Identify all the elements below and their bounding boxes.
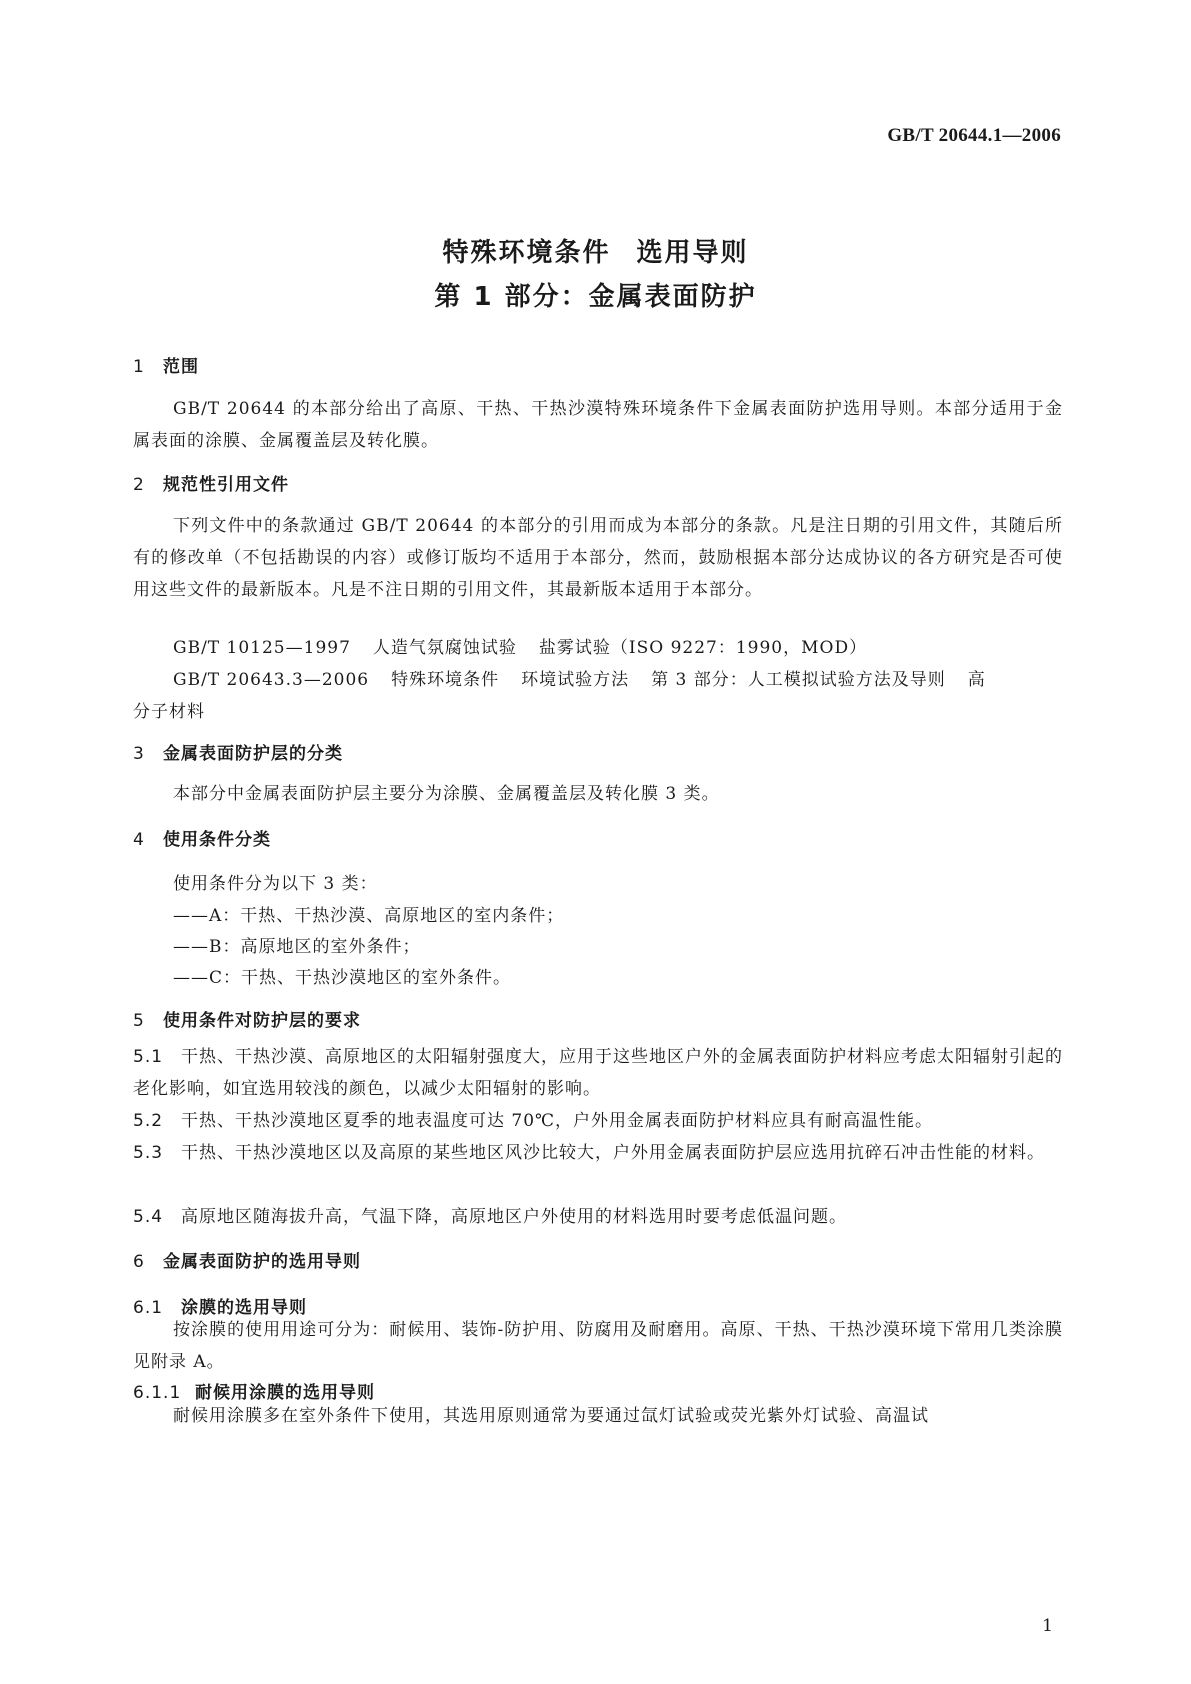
clause-5-2 <box>133 1105 1063 1137</box>
reference-title-a: 特殊环境条件 <box>391 670 500 690</box>
list-item: ——A：干热、干热沙漠、高原地区的室内条件； <box>173 906 565 926</box>
reference-title-d: 高 <box>967 670 986 690</box>
section-3-paragraph: 本部分中金属表面防护层主要分为涂膜、金属覆盖层及转化膜 3 类。 <box>173 784 720 804</box>
section-heading-3 <box>133 739 343 764</box>
subsection-title: 涂膜的选用导则 <box>181 1298 307 1318</box>
title-part1: 特殊环境条件 <box>442 238 611 268</box>
reference-code: GB/T 20643.3—2006 <box>173 670 370 690</box>
page-number: 1 <box>1042 1616 1053 1636</box>
section-heading-2 <box>133 470 289 495</box>
reference-title-b: 盐雾试验（ISO 9227：1990，MOD） <box>538 638 868 658</box>
section-4-intro: 使用条件分为以下 3 类： <box>173 874 378 894</box>
section-number: 4 <box>133 830 145 850</box>
subsection-number: 6.1.1 <box>133 1383 182 1403</box>
section-heading-5 <box>133 1006 361 1031</box>
section-number: 5 <box>133 1011 145 1031</box>
reference-title-a: 人造气氛腐蚀试验 <box>372 638 517 658</box>
document-title-line2: 第 1 部分：金属表面防护 <box>434 282 757 312</box>
section-number: 1 <box>133 357 145 377</box>
standard-number: GB/T 20644.1—2006 <box>887 125 1061 146</box>
reference-title-c: 第 3 部分：人工模拟试验方法及导则 <box>651 670 946 690</box>
clause-number: 5.1 <box>133 1047 164 1067</box>
section-title: 使用条件对防护层的要求 <box>163 1011 361 1031</box>
section-number: 2 <box>133 475 145 495</box>
section-number: 6 <box>133 1252 145 1272</box>
list-item: ——B：高原地区的室外条件； <box>173 937 421 957</box>
normative-reference-2 <box>173 665 986 690</box>
subsection-number: 6.1 <box>133 1298 164 1318</box>
list-item: ——C：干热、干热沙漠地区的室外条件。 <box>173 968 512 988</box>
subsection-6-1-1-paragraph: 耐候用涂膜多在室外条件下使用，其选用原则通常为要通过氙灯试验或荧光紫外灯试验、高温试 <box>173 1406 929 1426</box>
section-1-paragraph: GB/T 20644 的本部分给出了高原、干热、干热沙漠特殊环境条件下金属表面防护选用导则。本部分适用于金属表面的涂膜、金属覆盖层及转化膜。 <box>133 399 1063 451</box>
title-part2: 选用导则 <box>636 238 749 268</box>
section-title: 使用条件分类 <box>163 830 271 850</box>
section-2-paragraph: 下列文件中的条款通过 GB/T 20644 的本部分的引用而成为本部分的条款。凡是注日期的引用文件，其随后所有的修改单（不包括勘误的内容）或修订版均不适用于本部分，然而，鼓励根据本部分达成协议的各方研究是否可使用这些文件的最新版本。凡是不注日期的引用文件，其最新版本适用于本部分。 <box>133 516 1063 600</box>
document-title-line1 <box>0 232 1191 269</box>
reference-title-b: 环境试验方法 <box>521 670 630 690</box>
subsection-title: 耐候用涂膜的选用导则 <box>195 1383 375 1403</box>
normative-reference-2-continuation: 分子材料 <box>133 702 205 722</box>
subsection-6-1-paragraph: 按涂膜的使用用途可分为：耐候用、装饰-防护用、防腐用及耐磨用。高原、干热、干热沙漠环境下常用几类涂膜见附录 A。 <box>133 1320 1063 1372</box>
section-heading-4 <box>133 825 271 850</box>
clause-number: 5.2 <box>133 1111 164 1131</box>
section-title: 规范性引用文件 <box>163 475 289 495</box>
clause-number: 5.3 <box>133 1143 164 1163</box>
clause-text: 干热、干热沙漠地区夏季的地表温度可达 70℃，户外用金属表面防护材料应具有耐高温性能。 <box>181 1111 934 1131</box>
clause-number: 5.4 <box>133 1207 164 1227</box>
clause-5-3 <box>133 1137 1063 1169</box>
clause-5-1 <box>133 1041 1063 1105</box>
section-title: 范围 <box>163 357 199 377</box>
clause-text: 高原地区随海拔升高，气温下降，高原地区户外使用的材料选用时要考虑低温问题。 <box>181 1207 847 1227</box>
section-number: 3 <box>133 744 145 764</box>
clause-text: 干热、干热沙漠、高原地区的太阳辐射强度大，应用于这些地区户外的金属表面防护材料应考虑太阳辐射引起的老化影响，如宜选用较浅的颜色，以减少太阳辐射的影响。 <box>133 1047 1063 1099</box>
clause-5-4 <box>133 1201 1063 1233</box>
normative-reference-1 <box>173 633 867 658</box>
section-heading-1 <box>133 352 199 377</box>
clause-text: 干热、干热沙漠地区以及高原的某些地区风沙比较大，户外用金属表面防护层应选用抗碎石冲击性能的材料。 <box>181 1143 1045 1163</box>
section-heading-6 <box>133 1247 361 1272</box>
section-title: 金属表面防护层的分类 <box>163 744 343 764</box>
section-title: 金属表面防护的选用导则 <box>163 1252 361 1272</box>
reference-code: GB/T 10125—1997 <box>173 638 351 658</box>
